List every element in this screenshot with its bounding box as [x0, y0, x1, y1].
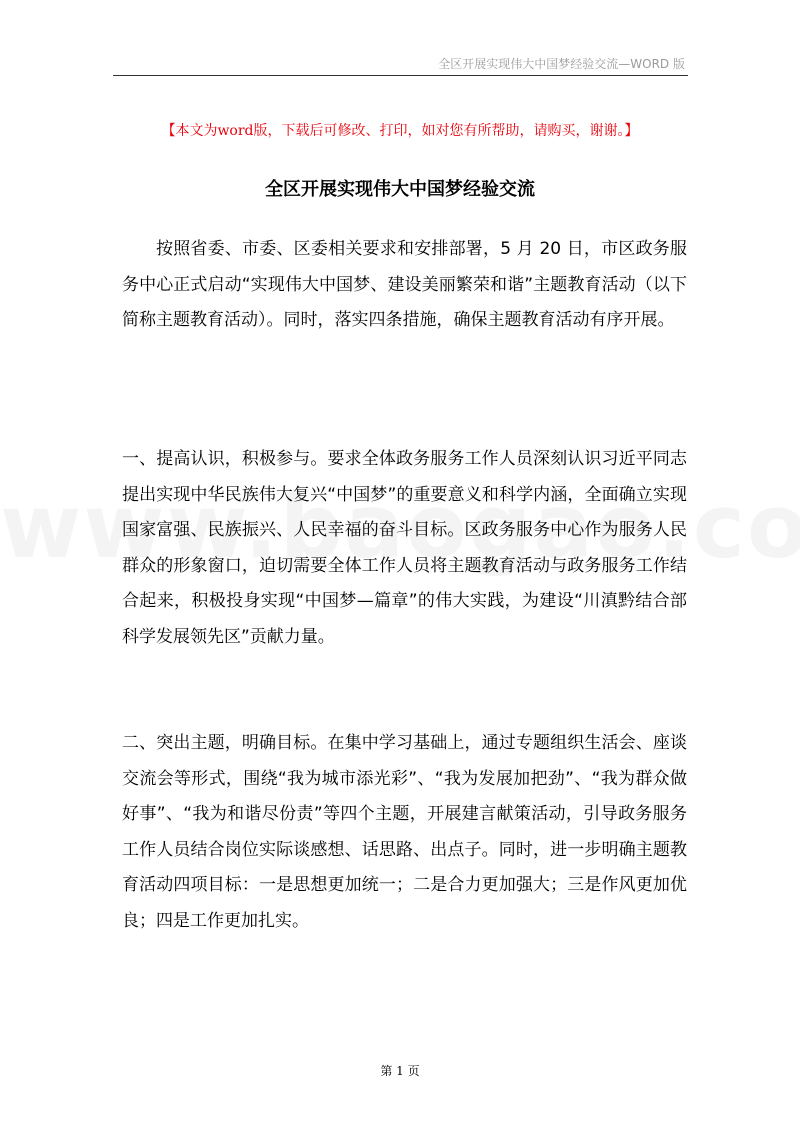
- document-title: 全区开展实现伟大中国梦经验交流: [265, 179, 535, 200]
- page-number: 第 1 页: [380, 1064, 420, 1078]
- paragraph-section-1: 一、提高认识，积极参与。要求全体政务服务工作人员深刻认识习近平同志提出实现中华民族伟大复兴“中国梦”的重要意义和科学内涵，全面确立实现国家富强、民族振兴、人民幸福的奋斗目标。区政务服务中心作为服务人民群众的形象窗口，迫切需要全体工作人员将主题教育活动与政务服务工作结合起来，积极投身实现“中国梦—篇章”的伟大实践，为建设“川滇黔结合部科学发展领先区”贡献力量。: [122, 449, 687, 647]
- header-divider: [113, 75, 688, 76]
- running-header: 全区开展实现伟大中国梦经验交流—WORD 版: [438, 57, 685, 71]
- paragraph-section-2: 二、突出主题，明确目标。在集中学习基础上，通过专题组织生活会、座谈交流会等形式，围绕“我为城市添光彩”、“我为发展加把劲”、“我为群众做好事”、“我为和谐尽份责”等四个主题，开展建言献策活动，引导政务服务工作人员结合岗位实际谈感想、话思路、出点子。同时，进一步明确主题教育活动四项目标：一是思想更加统一；二是合力更加强大；三是作风更加优良；四是工作更加扎实。: [122, 733, 687, 931]
- download-notice: 【本文为word版，下载后可修改、打印，如对您有所帮助，请购买，谢谢。】: [161, 123, 639, 139]
- paragraph-intro: 按照省委、市委、区委相关要求和安排部署，5 月 20 日，市区政务服务中心正式启动“实现伟大中国梦、建设美丽繁荣和谐”主题教育活动（以下简称主题教育活动）。同时，落实四条措施，确保主题教育活动有序开展。: [122, 239, 687, 330]
